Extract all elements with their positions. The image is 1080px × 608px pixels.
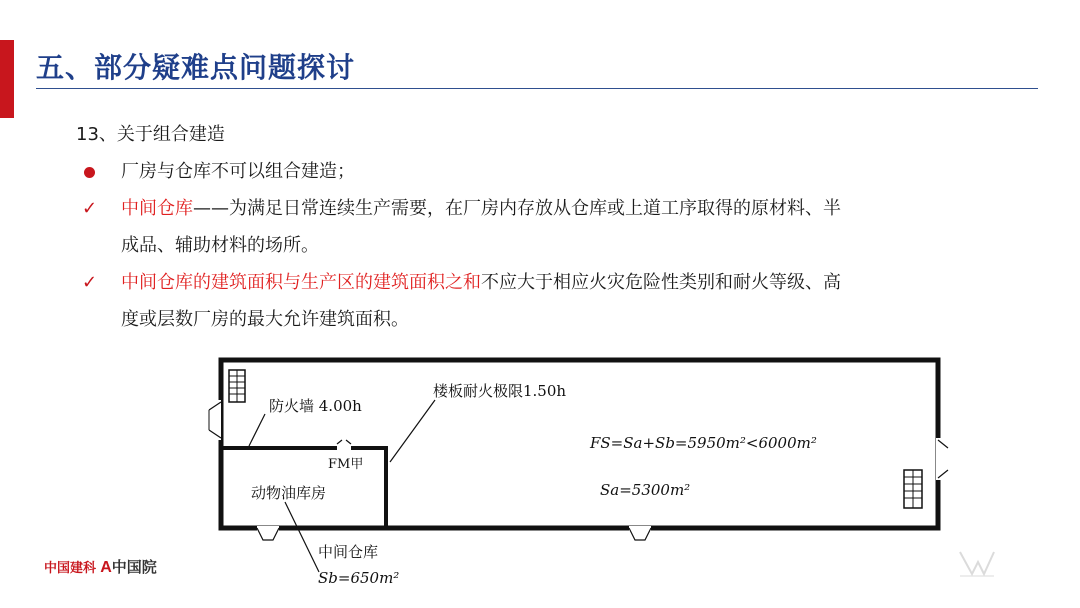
title-accent-bar: [0, 40, 14, 118]
storage-room-label: 动物油库房: [251, 484, 327, 502]
fm-door-icon: [337, 440, 351, 452]
left-door-icon: [209, 400, 221, 440]
bullet-item-3: [76, 264, 1036, 301]
intermediate-warehouse-label: 中间仓库: [318, 543, 379, 561]
building-outline: [221, 360, 938, 528]
bullet-item-2-text: ——为满足日常连续生产需要，在厂房内存放从仓库或上道工序取得的原材料、半: [193, 198, 841, 219]
sa-area-label: Sa=5300m²: [600, 481, 691, 499]
bullet-item-1-text: 厂房与仓库不可以组合建造；: [121, 161, 355, 182]
content-body: [76, 116, 1036, 338]
right-door-icon: [936, 438, 948, 480]
page-title: 五、部分疑难点问题探讨: [36, 51, 356, 84]
a-logo-icon: A: [100, 559, 112, 576]
left-stair-icon: [229, 370, 245, 402]
bottom-door-left-icon: [257, 526, 279, 540]
bullet-item-3-text: 不应大于相应火灾危险性类别和耐火等级、高: [481, 272, 841, 293]
area-sum-term: 中间仓库的建筑面积与生产区的建筑面积之和: [121, 272, 481, 293]
red-dot-icon: [84, 167, 95, 178]
bullet-item-2: [76, 190, 1036, 227]
sb-area-label: Sb=650m²: [318, 569, 400, 587]
firewall-label: 防火墙 4.00h: [269, 397, 362, 415]
watermark-icon: [958, 548, 996, 578]
floor-plan-diagram: [195, 352, 955, 602]
bottom-door-middle-icon: [629, 526, 651, 540]
bullet-item-3-continuation: 度或层数厂房的最大允许建筑面积。: [121, 309, 409, 330]
warehouse-leader-line: [285, 502, 319, 572]
checkmark-icon: ✓: [82, 198, 98, 219]
floor-plan-svg: [195, 352, 955, 602]
firewall-leader-line: [249, 414, 265, 446]
cabr-logo-right: 中国院: [111, 559, 157, 576]
cabr-logo-left: 中国建科: [44, 560, 97, 575]
floor-rating-label: 楼板耐火极限1.50h: [433, 382, 567, 400]
bullet-item-1: [76, 153, 1036, 190]
section-heading: 13、关于组合建造: [76, 124, 225, 145]
bullet-item-2-continuation: 成品、辅助材料的场所。: [121, 235, 319, 256]
right-stair-icon: [904, 470, 922, 508]
title-divider: [36, 88, 1038, 89]
checkmark-icon: ✓: [82, 272, 98, 293]
footer-logo: [44, 556, 157, 577]
fs-area-label: FS=Sa+Sb=5950m²<6000m²: [590, 434, 817, 452]
floor-leader-line: [390, 400, 435, 462]
fm-label: FM甲: [328, 457, 364, 472]
intermediate-warehouse-term: 中间仓库: [121, 198, 193, 219]
